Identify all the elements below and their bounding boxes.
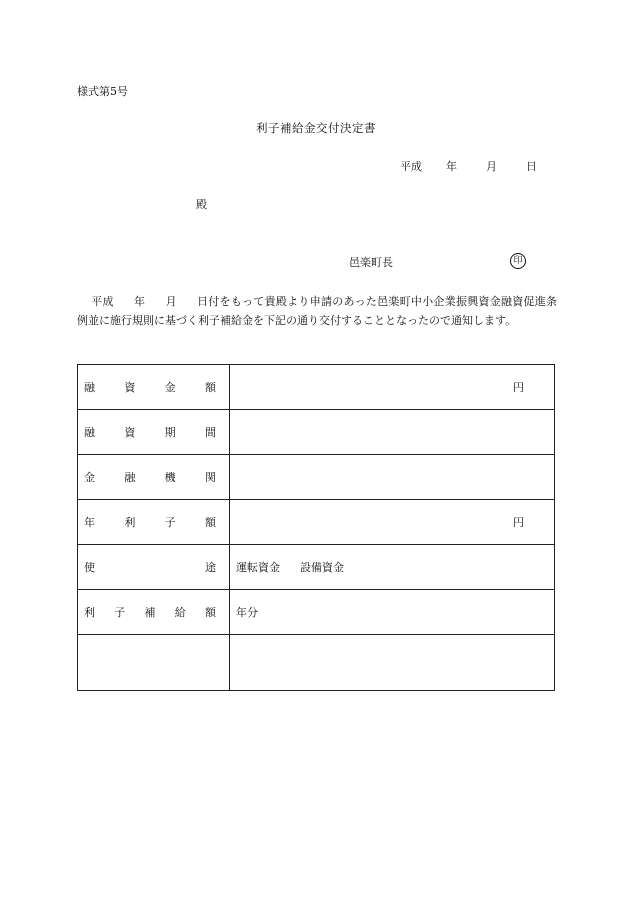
seal-mark: 印 bbox=[510, 253, 526, 269]
table-row-loan-period bbox=[78, 410, 555, 455]
body-text: 日付をもって貴殿より申請のあった邑楽町中小企業振興資金融資促進条例並に施行規則に基づく利子補給金を下記の通り交付することとなったので通知します。 bbox=[77, 295, 558, 327]
value-blank bbox=[230, 635, 555, 691]
document-title: 利子補給金交付決定書 bbox=[256, 121, 376, 135]
value-loan-period bbox=[230, 410, 555, 455]
value-purpose bbox=[230, 545, 555, 590]
form-number: 様式第5号 bbox=[77, 85, 128, 98]
label-financial-institution: 金 融 機 関 bbox=[78, 455, 230, 500]
date-era: 平成 bbox=[400, 160, 422, 173]
value-financial-institution bbox=[230, 455, 555, 500]
table-row-loan-amount bbox=[78, 365, 555, 410]
date-day: 日 bbox=[526, 160, 537, 173]
recipient-honorific: 殿 bbox=[196, 198, 207, 211]
body-month: 月 bbox=[165, 295, 177, 308]
unit-yen: 円 bbox=[513, 381, 524, 394]
table-row-purpose bbox=[78, 545, 555, 590]
value-interest-subsidy: 年分 bbox=[230, 590, 555, 635]
body-era: 平成 bbox=[91, 295, 114, 308]
issue-date bbox=[400, 160, 537, 174]
table-row-interest-subsidy bbox=[78, 590, 555, 635]
issuer-title: 邑楽町長 bbox=[349, 256, 393, 269]
date-year: 年 bbox=[446, 160, 457, 173]
label-loan-period: 融 資 期 間 bbox=[78, 410, 230, 455]
body-year: 年 bbox=[133, 295, 146, 308]
label-interest-subsidy: 利 子 補 給 額 bbox=[78, 590, 230, 635]
label-blank bbox=[78, 635, 230, 691]
date-month: 月 bbox=[486, 160, 497, 173]
label-loan-amount: 融 資 金 額 bbox=[78, 365, 230, 410]
grant-details-table bbox=[77, 364, 555, 691]
table-row-financial-institution bbox=[78, 455, 555, 500]
purpose-option-working-capital: 運転資金 bbox=[236, 561, 280, 574]
unit-yen: 円 bbox=[513, 516, 524, 529]
label-annual-interest: 年 利 子 額 bbox=[78, 500, 230, 545]
label-purpose: 使 途 bbox=[78, 545, 230, 590]
purpose-option-equipment-capital: 設備資金 bbox=[300, 561, 344, 574]
table-row-annual-interest bbox=[78, 500, 555, 545]
table-row-blank bbox=[78, 635, 555, 691]
notice-body bbox=[77, 292, 557, 330]
value-annual-interest bbox=[230, 500, 555, 545]
value-loan-amount bbox=[230, 365, 555, 410]
